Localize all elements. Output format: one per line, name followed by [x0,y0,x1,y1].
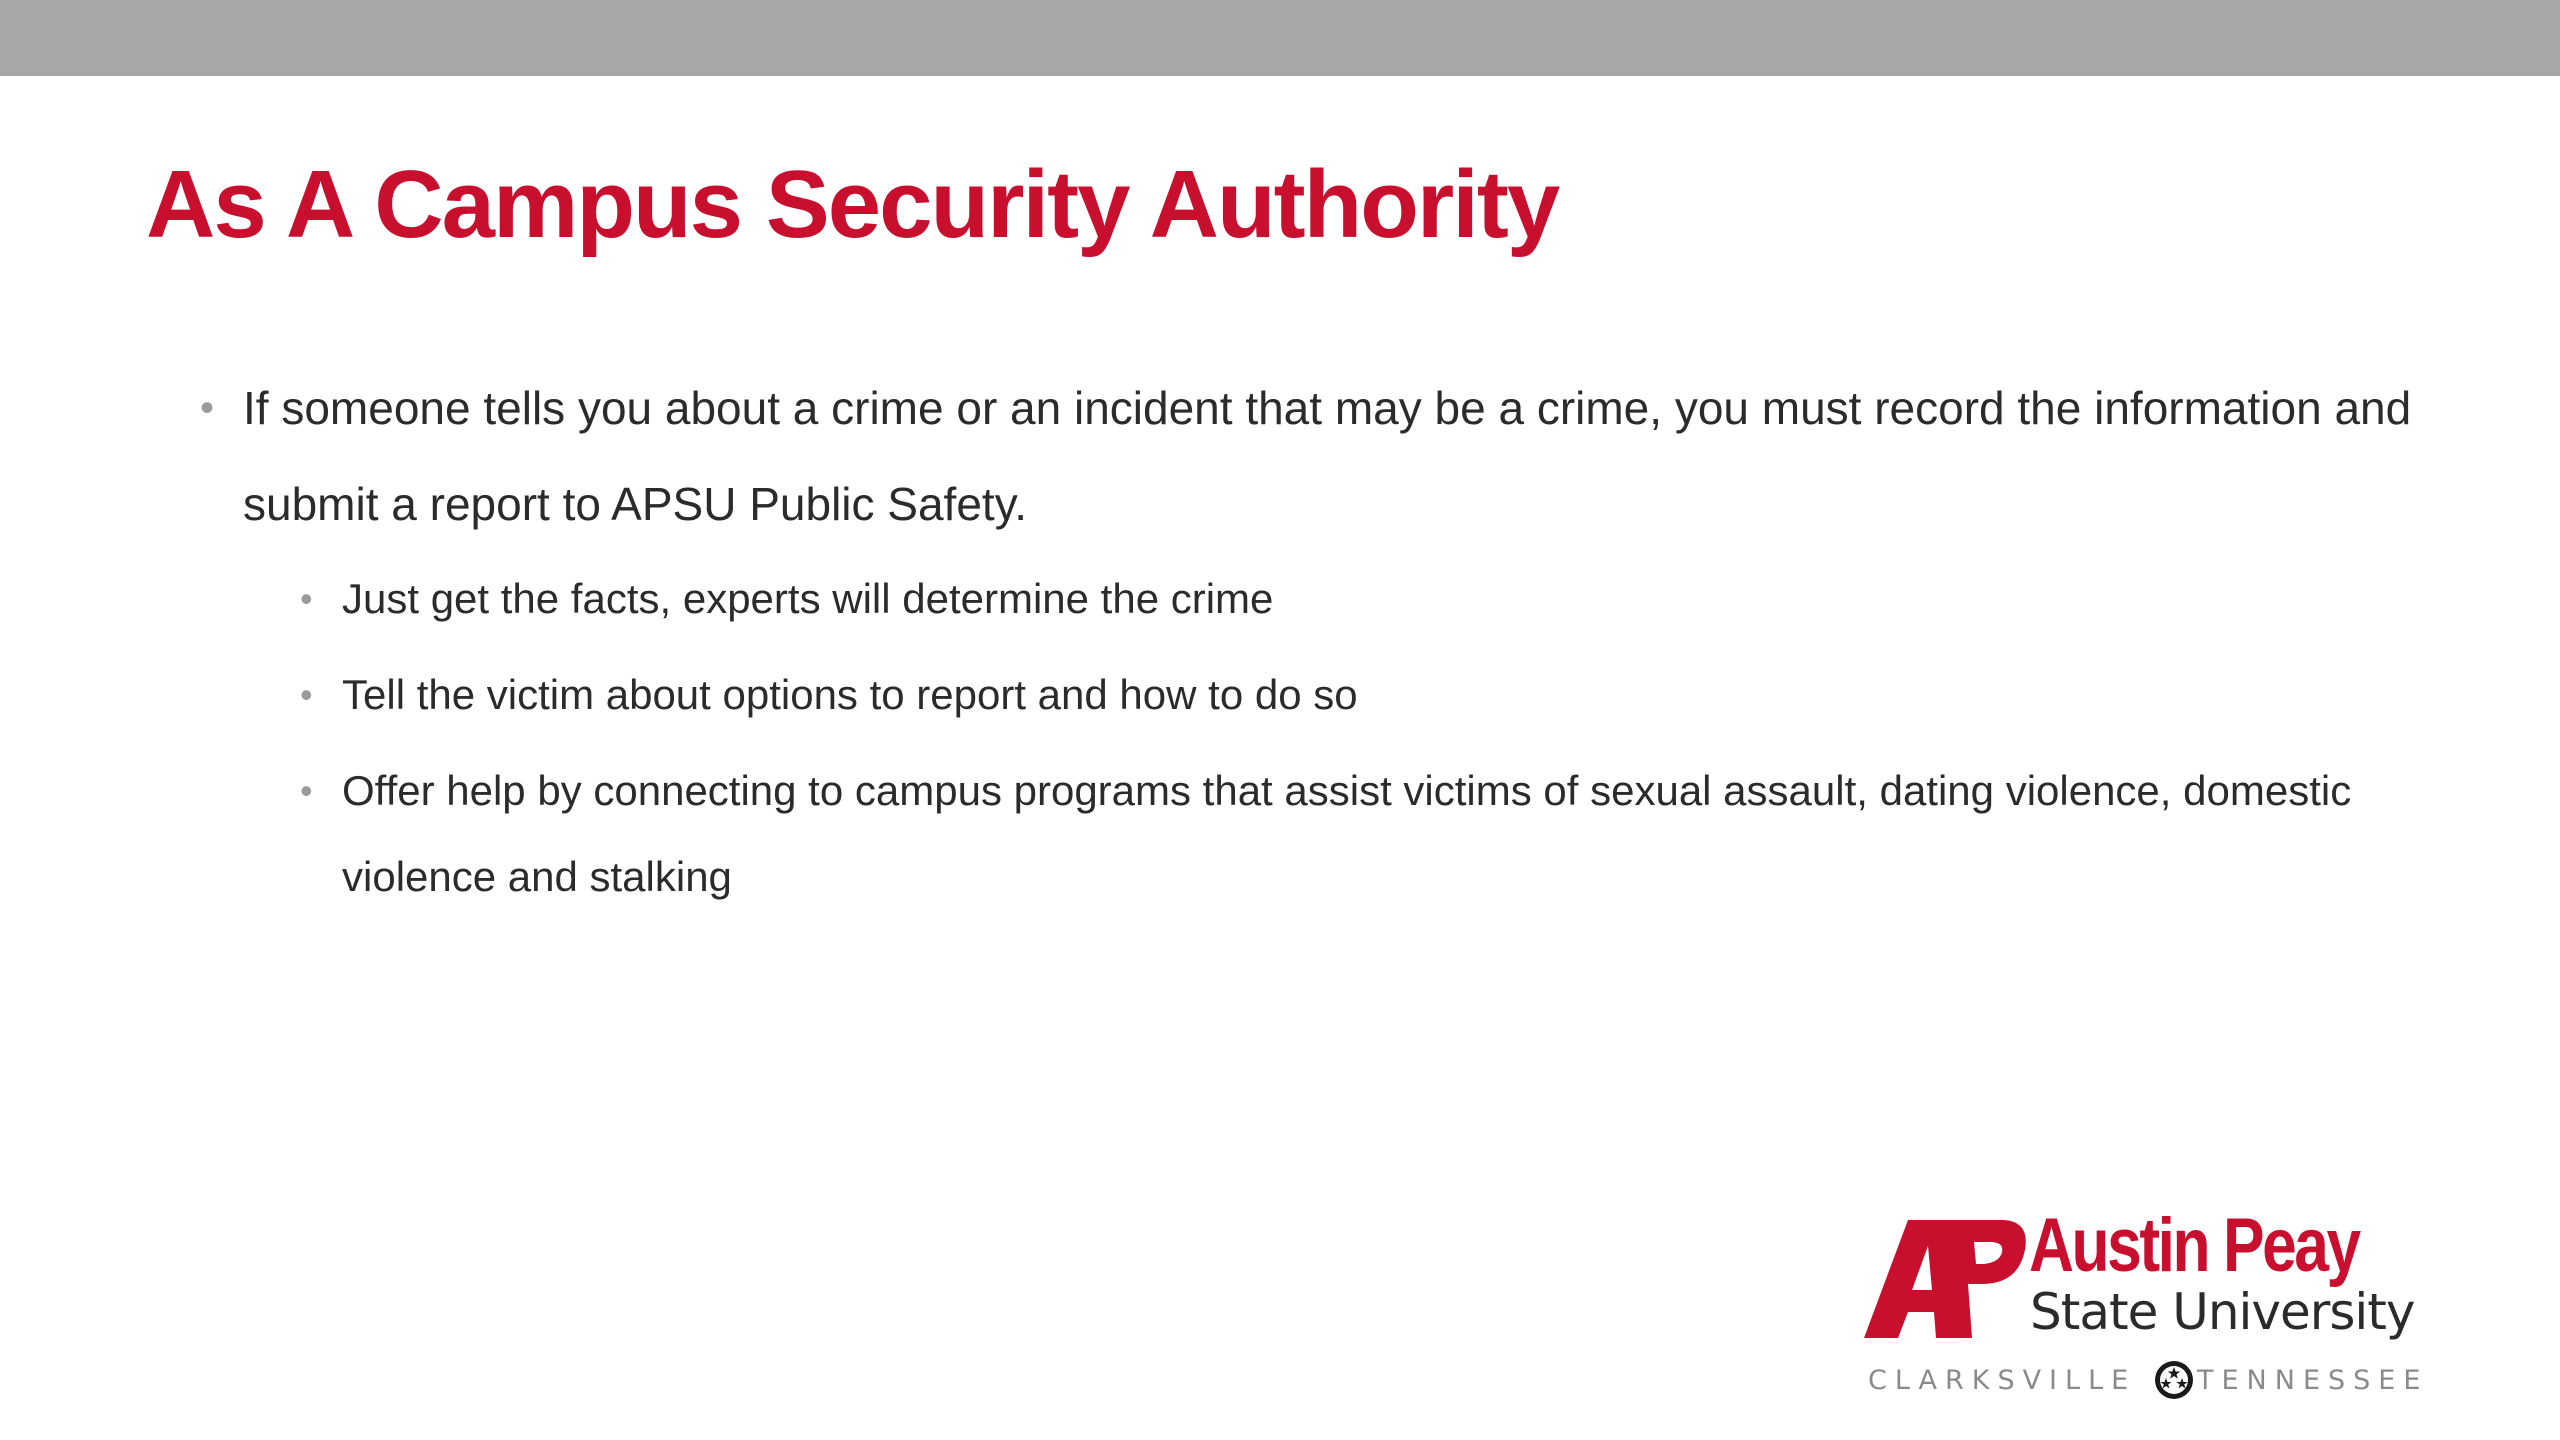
sub-bullet-text: Offer help by connecting to campus programs that assist victims of sexual assault, dating violence, domestic violence and stalking [342,767,2352,900]
bullet-dot-icon: • [300,674,313,715]
bullet-dot-icon: • [200,386,215,430]
svg-text:AP: AP [1864,1212,1866,1213]
bullet-text: If someone tells you about a crime or an incident that may be a crime, you must record the information and submit a report to APSU Public Safety. [243,382,2412,530]
tennessee-tri-star-icon [2154,1360,2194,1400]
sub-bullet-item [300,748,2440,920]
sub-bullet-item [300,652,2440,738]
bullet-dot-icon: • [300,770,313,811]
slide-title: As A Campus Security Authority [146,151,1559,258]
logo-state: TENNESSEE [2197,1365,2429,1396]
apsu-logo [1864,1203,2434,1406]
sub-bullet-item [300,556,2440,642]
logo-city: CLARKSVILLE [1868,1365,2137,1396]
sub-bullet-text: Just get the facts, experts will determine the crime [342,575,1274,622]
bullet-dot-icon: • [300,578,313,619]
sub-bullet-text: Tell the victim about options to report and how to do so [342,671,1358,718]
slide-body [200,360,2440,920]
bullet-item [200,360,2440,552]
logo-name: Austin Peay [2029,1203,2359,1288]
logo-subtitle: State University [2030,1283,2415,1341]
ap-monogram-icon [1864,1212,2029,1342]
top-bar [0,0,2560,76]
